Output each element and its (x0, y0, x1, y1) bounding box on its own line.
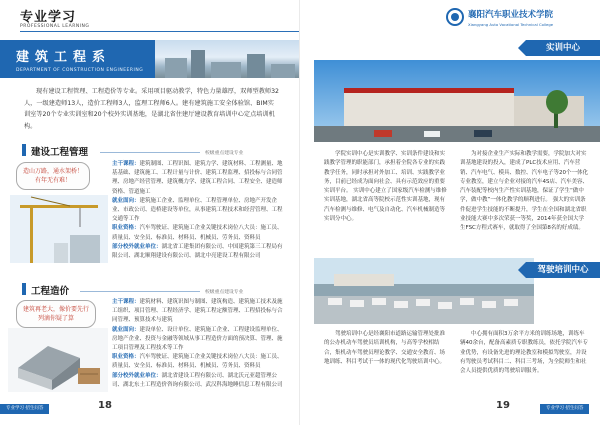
crane-photo (10, 195, 108, 263)
training-center-tag: 实训中心 (526, 40, 600, 56)
page-footer: 专业学习 招生问答 (0, 404, 49, 414)
department-title-en: DEPARTMENT OF CONSTRUCTION ENGINEERING (16, 68, 144, 73)
driving-center-photo (314, 258, 534, 324)
right-page (300, 0, 600, 425)
school-name-en: Xiangyang Auto Vocational Technical College (468, 22, 554, 27)
section-divider (20, 31, 300, 32)
house-model-photo (8, 328, 108, 392)
department-title: 建筑工程系 (16, 50, 112, 65)
driving-center-tag: 驾驶培训中心 (526, 262, 600, 278)
department-intro: 现有建设工程管理、工程造价等专业。采用项目驱动教学，特色力量雄厚，双师型教师32人，一级建造师13人，造价工程师3人，监理工程师6人。建有建筑施工安全体验馆、BIM实训室等20个专业实训室和20个校外实训基地，是湖北省住建厅建设教育培训中心定点培训机构。 (24, 88, 279, 130)
major2-details: 主干课程：建筑材料、建筑识图与制图、建筑构造、建筑施工技术及施工组织、项目管理、工程经济学、建筑工程定额管理、工程招投标与合同管理、预算技术与建筑 就业面向：建设单位、设计单位、建筑施工企业、工程建设监理单位、房地产企业、投资与金融等领域从事工程造价方面的预决算、管理、施工项目管理及工程技术等工作 职业资格：汽车驾驶证、建筑施工企业关键技术岗位八大员：施工员、质量员、安全员、标准员、材料员、机械员、劳务员、资料员 部分校外就业单位：湖北省建设工程有限公司、湖北沃元亚超管理公司、湖北东土工程造价咨询有限公司、武汉科海地睡信息工程有限公司 (112, 299, 283, 388)
training-center-photo (314, 60, 600, 142)
training-center-text-2: 为对接企业生产实际和教学需要，学院加大对实训基地建设的投入，建成了PLC技术应用、汽车营销、汽车电气、模具、数控、汽车电子等20个一体化专业教室，建立与企业对接的汽车4S店、汽车美容、汽车装配等校内生产性实训基地，保证了学生“做中学，做中教”一体化教学的顺利进行。 强大的实训条件促进学生技能的不断提升，学生在全国和湖北省职业技能大赛中多次荣获一等奖，2014年获全国大学生FSC方程式赛车，就取得了全国第8名的好成绩。 (460, 151, 589, 232)
page-number: 19 (496, 400, 510, 411)
page-number: 18 (98, 400, 112, 411)
school-logo-icon (446, 8, 464, 26)
major-tag: 校级重点建设专业 (205, 151, 244, 156)
major-title: 建设工程管理 (31, 147, 89, 158)
section-title: 专业学习 (20, 10, 77, 25)
major1-details: 主干课程：建筑制图、工程识图、建筑力学、建筑材料、工程测量、地基基础、建筑施工、工程计量与计价、建筑工程监理、招投标与合同管理、房地产经营管理、建筑概力学、建筑工程合同、工程安全、建造师资格、管道施工 就业面向：建筑施工企业、监理单位、工程管理单位、房地产开发企业、市政公司、造桥建设等单位，从事建筑工程技术和经营管理、工程交通等工作 职业资格：汽车驾驶证、建筑施工企业关键技术岗位八大员：施工员、质量员、安全员、标准员、材料员、机械员、劳务员、资料员 部分校外就业单位：湖北省工建集团有限公司、中国建筑第三工程局有限公司、湖北顺翔建设有限公司、湖北中亮建设工程有限公司 (112, 161, 283, 260)
page-footer: 专业学习 招生问答 (540, 404, 589, 414)
slogan-bubble: 造山万路，通水架桥！ 有年无有难！ (16, 162, 90, 190)
school-name: 襄阳汽车职业技术学院 (468, 10, 554, 20)
slogan-bubble: 建筑再老大，像价要先行 列滴你疑了算 (16, 300, 96, 328)
banner-photo (155, 40, 300, 78)
department-banner (0, 40, 155, 78)
major-title: 工程造价 (31, 286, 70, 297)
driving-center-text-2: 中心拥有面积3万余平方米的训练场地，训练车辆40余台，配备高素质专职教练员，依托学院汽车专业优势，有设备先进的理论教室和模拟驾驶室，并设有驾驶员考试科目二、科目三考场，为全院师生和社会人员提供优质的驾驶培训服务。 (460, 331, 589, 375)
driving-center-text-1: 驾驶培训中心是经襄阳市道路运输管理处批准的公办机动车驾驶员培训机构，与高等学校相结合，集机动车驾驶员理论教学、交通安全教育、场地训练、科目考试于一体的现代化驾驶培训中心。 (324, 331, 446, 365)
training-center-text-1: 学院实训中心是实训教学、实训条件建设和实践教学管理的职能部门，承担着全院各专业的实践教学任务，同时承担对外加工、培训、实践教学业务，目前已经成为面向社会、具有示范效应的重要实训平台。 实训中心建立了国家级汽车检测与维修实训基地，湖北省高等院校示范性实训基地，现有汽车检测与维修、电气及自动化、汽车机械制造等实训分中心。 (324, 151, 447, 223)
major-tag: 校级重点建设专业 (205, 290, 244, 295)
section-title-en: PROFESSIONAL LEARNING (20, 24, 90, 29)
